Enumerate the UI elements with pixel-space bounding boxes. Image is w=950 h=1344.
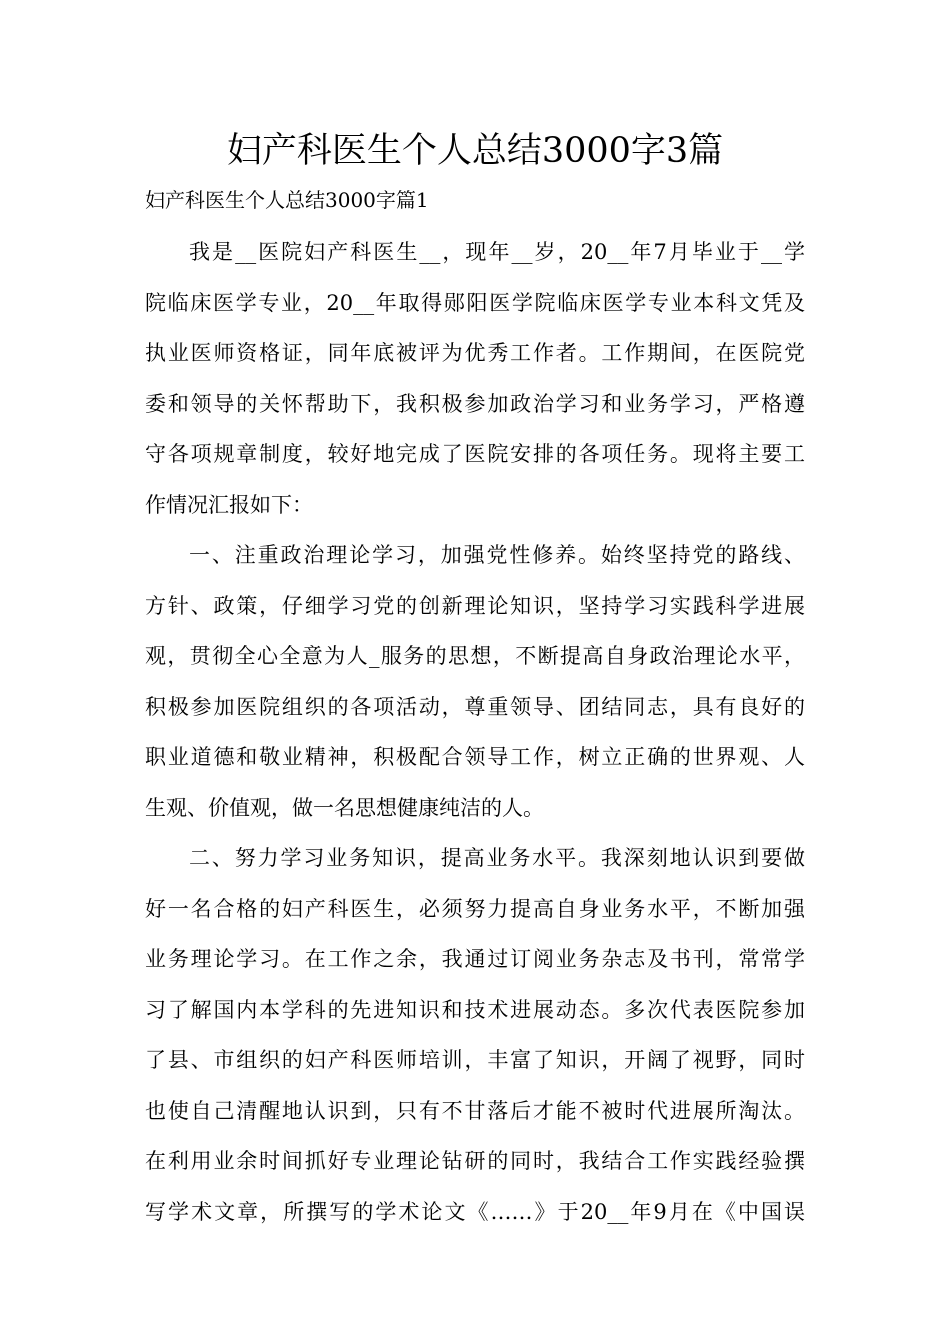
paragraph-line: 在利用业余时间抓好专业理论钻研的同时，我结合工作实践经验撰 [145,1149,805,1173]
document-title: 妇产科医生个人总结3000字3篇 [226,131,724,171]
section-subtitle: 妇产科医生个人总结3000字篇1 [145,188,429,212]
paragraph-line: 好一名合格的妇产科医生，必须努力提高自身业务水平，不断加强 [145,896,805,921]
paragraph-line: 写学术文章，所撰写的学术论文《……》于20__年9月在《中国误 [145,1199,805,1224]
paragraph-line: 业务理论学习。在工作之余，我通过订阅业务杂志及书刊，常常学 [145,947,805,971]
paragraph-line: 职业道德和敬业精神，积极配合领导工作，树立正确的世界观、人 [145,745,805,769]
paragraph-line: 习了解国内本学科的先进知识和技术进展动态。多次代表医院参加 [145,997,805,1022]
paragraph-section-2 [145,833,805,1237]
paragraph-line: 方针、政策，仔细学习党的创新理论知识，坚持学习实践科学进展 [145,593,805,618]
paragraph-line: 院临床医学专业，20__年取得郧阳医学院临床医学专业本科文凭及 [145,290,805,315]
paragraph-line: 了县、市组织的妇产科医师培训，丰富了知识，开阔了视野，同时 [145,1048,805,1072]
paragraph-intro [145,227,805,530]
paragraph-line: 一、注重政治理论学习，加强党性修养。始终坚持党的路线、 [189,543,805,567]
paragraph-line: 也使自己清醒地认识到，只有不甘落后才能不被时代进展所淘汰。 [145,1098,805,1123]
paragraph-line: 积极参加医院组织的各项活动，尊重领导、团结同志，具有良好的 [145,694,805,719]
paragraph-line: 二、努力学习业务知识，提高业务水平。我深刻地认识到要做 [189,846,805,870]
paragraph-line: 守各项规章制度，较好地完成了医院安排的各项任务。现将主要工 [145,442,805,466]
paragraph-section-1 [145,530,805,833]
paragraph-line: 我是__医院妇产科医生__，现年__岁，20__年7月毕业于__学 [189,240,805,264]
paragraph-line: 执业医师资格证，同年底被评为优秀工作者。工作期间，在医院党 [145,341,805,365]
paragraph-line: 观，贯彻全心全意为人_服务的思想，不断提高自身政治理论水平， [145,644,805,668]
paragraph-line: 委和领导的关怀帮助下，我积极参加政治学习和业务学习，严格遵 [145,391,805,416]
document-body [145,227,805,1237]
paragraph-line: 生观、价值观，做一名思想健康纯洁的人。 [145,795,544,820]
paragraph-line: 作情况汇报如下： [145,492,313,517]
